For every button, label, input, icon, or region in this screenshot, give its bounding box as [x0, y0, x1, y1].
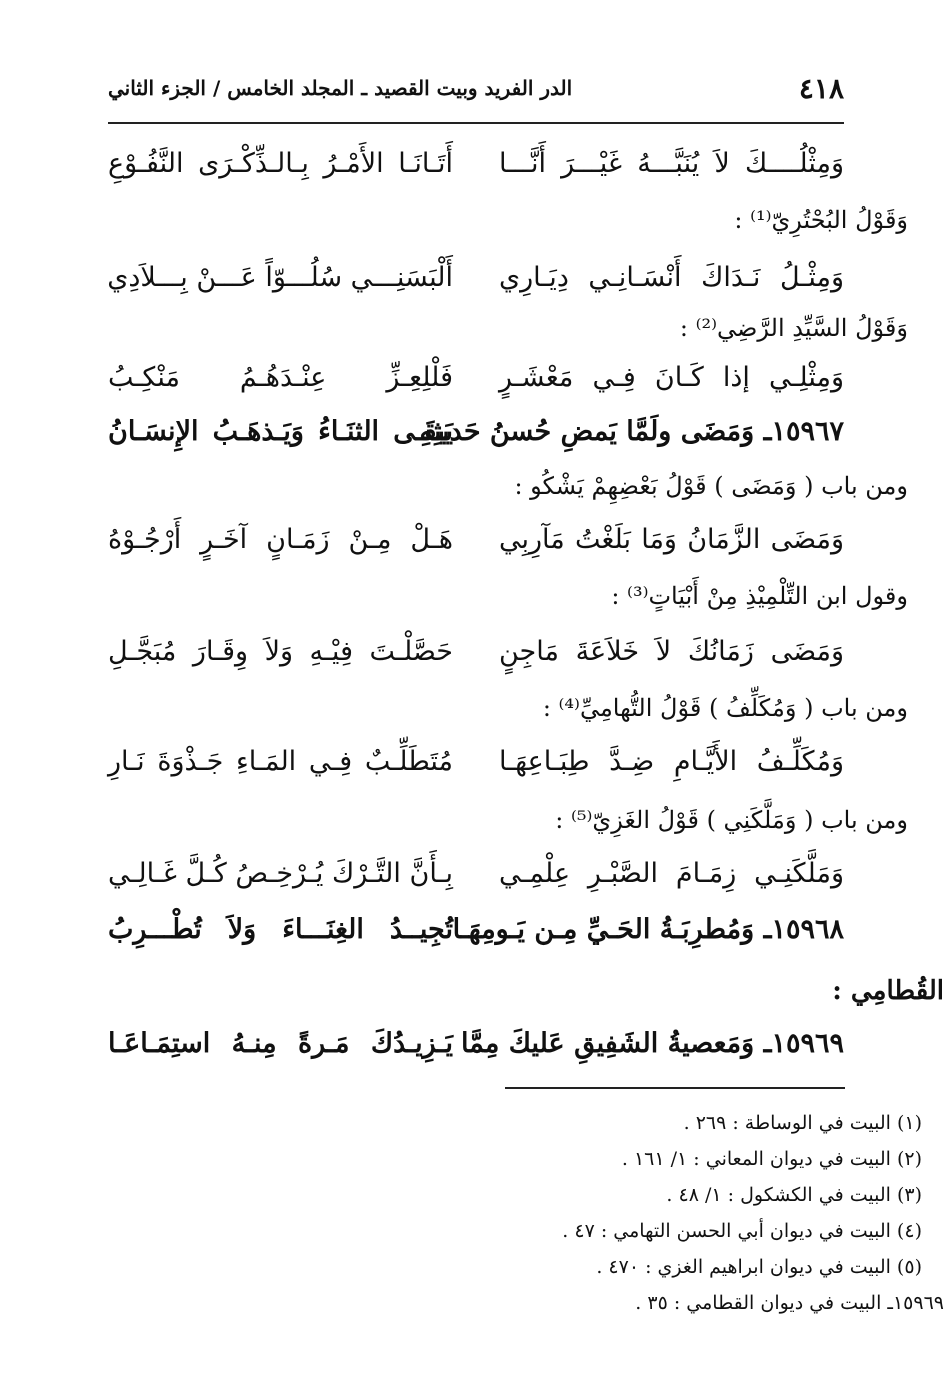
footnote: (٣) البيت في الكشكول : ١/ ٤٨ .: [666, 1184, 922, 1206]
verse-second-hemistich: تُجِيــدُ الغِنَـــاءَ وَلاَ تُطْـــرِبُ: [108, 914, 453, 945]
verse-line: [108, 858, 844, 914]
verse-intro: وَقَوْلُ البُحْتُرِيّ⁽¹⁾ :: [734, 206, 908, 234]
running-title: الدر الفريد وبيت القصيد ـ المجلد الخامس / الجزء الثاني: [108, 76, 573, 100]
verse-intro: وَقَوْلُ السَّيِّدِ الرَّضِي⁽²⁾ :: [679, 314, 908, 342]
footnote: ١٥٩٦٩ـ البيت في ديوان القطامي : ٣٥ .: [635, 1292, 944, 1314]
verse-second-hemistich: يَبقَـى الثنَـاءُ وَيَـذهَـبُ الإِنسَـانُ: [108, 416, 453, 447]
verse-first-hemistich: وَمَلَّكَنِـي زِمَـامَ الصَّبْـرِ عِلْمِـي: [499, 858, 844, 889]
footnote: (٥) البيت في ديوان ابراهيم الغزي : ٤٧٠ .: [596, 1256, 922, 1278]
verse-line: [108, 746, 844, 802]
verse-second-hemistich: هَـلْ مِـنْ زَمَـانٍ آخَـرٍ أَرْجُـوْهُ: [108, 524, 453, 555]
verse-first-hemistich: وَمَضَى زَمَانُكَ لاَ خَلاَعَةَ مَاجِنٍ: [499, 636, 844, 667]
verse-line: [108, 362, 844, 418]
page-header: [108, 72, 844, 112]
verse-first-hemistich: وَمِثْـلُ نَـدَاكَ أَنْسَـانِـي دِيَـارِي: [499, 262, 844, 293]
numbered-verse-15969: [108, 1028, 844, 1084]
verse-line: [108, 262, 844, 318]
footnote: (٤) البيت في ديوان أبي الحسن التهامي : ٤٧ .: [562, 1220, 922, 1242]
verse-second-hemistich: أَلْبَسَنِـــي سُلُـــوّاً عَـــنْ بِـــلاَدِي: [107, 262, 453, 293]
verse-first-hemistich: وَمُكَلِّـفُ الأَيَّـامِ ضِـدَّ طِبَـاعِهَـا: [499, 746, 844, 777]
numbered-verse-15968: [108, 914, 844, 970]
footnote-rule: [505, 1087, 845, 1089]
verse-first-hemistich: وَمِثْلُــــكَ لاَ يُنَبَّـــهُ غَيْـــرَ أَنَّـــا: [499, 148, 844, 179]
verse-line: [108, 636, 844, 692]
footnote: (٢) البيت في ديوان المعاني : ١/ ١٦١ .: [621, 1148, 922, 1170]
verse-line: [108, 148, 844, 204]
verse-intro: ومن باب ( وَمُكَلِّفُ ) قَوْلُ التُّهامِيِّ⁽⁴⁾ :: [542, 694, 908, 722]
verse-second-hemistich: أَتَـانَـا الأَمْـرُ بِـالـذِّكْـرَى النَّفُـوْعِ: [108, 148, 453, 179]
verse-first-hemistich: ١٥٩٦٩ـ وَمَعصيةُ الشَفِيقِ عَليكَ مِمَّا: [461, 1028, 844, 1059]
numbered-verse-15967: [108, 416, 844, 472]
page-number: ٤١٨: [798, 72, 844, 105]
verse-intro: وقول ابن التِّلْمِيْذِ مِنْ أَبْيَاتٍ⁽³⁾ :: [611, 582, 908, 610]
footnote: (١) البيت في الوساطة : ٢٦٩ .: [683, 1112, 922, 1134]
verse-second-hemistich: مُتَطَلِّـبٌ فِـي المَـاءِ جَـذْوَةَ نَـارِ: [108, 746, 453, 777]
verse-first-hemistich: وَمَضَى الزَّمَانُ وَمَا بَلَغْتُ مَآرِبِي: [499, 524, 844, 555]
verse-intro: ومن باب ( وَمَلَّكَنِي ) قَوْلُ الغَزِيّ⁽⁵⁾ :: [555, 806, 908, 834]
verse-first-hemistich: وَمِثْلِـي إذا كَـانَ فِـي مَعْشَـرٍ: [499, 362, 844, 393]
verse-first-hemistich: ١٥٩٦٧ـ وَمَضَى ولَمَّا يَمضِ حُسنُ حَديثِهِ: [419, 416, 844, 447]
verse-line: [108, 524, 844, 580]
verse-second-hemistich: فَلْلِعِـزِّ عِنْـدَهُـمُ مَنْكِـبُ: [108, 362, 453, 393]
verse-second-hemistich: بِـأَنَّ التَّـرْكَ يُـرْخِـصُ كُـلَّ غَـالِـي: [108, 858, 453, 889]
verse-intro: ومن باب ( وَمَضَى ) قَوْلُ بَعْضِهِمْ يَشْكُو :: [514, 472, 908, 500]
poet-name: القُطامِي :: [832, 976, 944, 1006]
header-rule: [108, 122, 844, 124]
verse-second-hemistich: حَصَّلْـتَ فِيْـهِ وَلاَ وِقَـارَ مُبَجَّـلِ: [108, 636, 453, 667]
verse-second-hemistich: يَـزِيـدُكَ مَـرةً مِنـهُ استِمَـاعَـا: [108, 1028, 453, 1059]
verse-first-hemistich: ١٥٩٦٨ـ وَمُطرِبَـةُ الحَـيِّ مِـن يَـومِهَـا: [452, 914, 844, 945]
